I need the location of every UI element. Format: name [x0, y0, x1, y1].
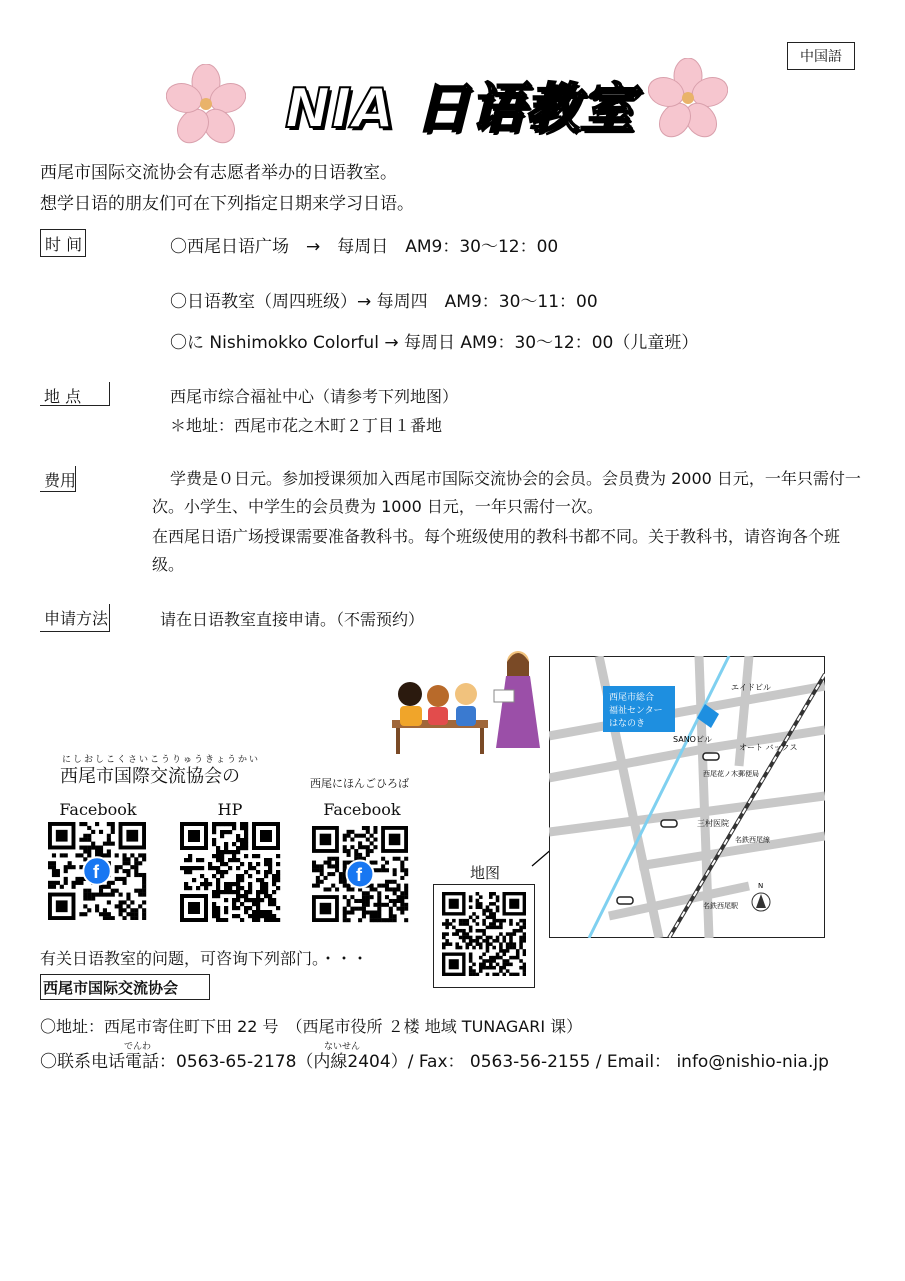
fee-paragraph-2: 在西尾日语广场授课需要准备教科书。每个班级使用的教科书都不同。关于教科书，请咨询各个班级。: [152, 527, 841, 574]
facebook-logo-icon: [347, 861, 374, 888]
fee-paragraph-1: 学费是０日元。参加授课须加入西尾市国际交流协会的会员。会员费为 2000 日元，一年只需付一次。小学生、中学生的会员费为 1000 日元，一年只需付一次。: [152, 469, 861, 516]
place-label: 地 点: [40, 382, 110, 406]
facebook-qr-block: [48, 800, 148, 819]
map-place-label: 名鉄西尾駅: [703, 902, 738, 910]
extension-ruby: ないせん: [324, 1042, 361, 1052]
map-qr-label: 地图: [470, 864, 501, 882]
classroom-illustration: [390, 646, 540, 756]
time-line-2: 〇日语教室（周四班级）→ 每周四 AM9：30～11：00: [170, 292, 598, 312]
hp-qr-code[interactable]: [180, 822, 282, 922]
map-place-label: 三村医院: [697, 819, 729, 828]
plaza-facebook-qr-code[interactable]: [312, 826, 410, 924]
map-place-label: エイドビル: [731, 683, 771, 692]
place-line-1: 西尾市综合福祉中心（请参考下列地图）: [170, 387, 459, 406]
qr-label: Facebook: [323, 800, 401, 819]
svg-text:f: f: [356, 865, 362, 885]
plaza-heading: 西尾にほんごひろば: [310, 777, 409, 790]
association-heading: 西尾市国際交流協会の: [60, 766, 240, 787]
qr-label: HP: [217, 800, 243, 819]
svg-text:f: f: [93, 862, 99, 882]
map-place-label: 西尾花ノ木郵便局: [703, 770, 759, 778]
map-center-label-1: 西尾市総合: [609, 693, 655, 703]
intro-line-2: 想学日语的朋友们可在下列指定日期来学习日语。: [40, 194, 414, 214]
place-line-2: ＊地址：西尾市花之木町２丁目１番地: [170, 416, 443, 435]
plaza-facebook-qr-block: [312, 800, 412, 819]
map-center-label-2: 福祉センター: [609, 706, 663, 716]
page-title: NIA 日语教室: [285, 77, 635, 140]
map-place-label: オート バックス: [739, 743, 798, 752]
sakura-flower-icon: [166, 64, 246, 144]
qr-label: Facebook: [59, 800, 137, 819]
time-label: 时 间: [40, 229, 86, 257]
apply-text: 请在日语教室直接申请。（不需预约）: [160, 610, 425, 629]
facebook-logo-icon: [83, 857, 110, 884]
sakura-flower-icon: [648, 58, 728, 138]
phone-ruby: でんわ: [124, 1042, 152, 1052]
map-place-label: 名鉄西尾線: [735, 836, 770, 844]
hp-qr-block: [180, 800, 280, 819]
svg-text:N: N: [758, 882, 764, 890]
facebook-qr-code[interactable]: [48, 822, 148, 920]
fee-label: 费用: [40, 466, 76, 492]
association-ruby: にしおしこくさいこうりゅうきょうかい: [62, 755, 261, 765]
time-line-3: 〇に Nishimokko Colorful → 每周日 AM9：30～12：00（儿童班）: [170, 333, 699, 353]
organization-name: 西尾市国际交流协会: [40, 974, 210, 1000]
map-qr-code[interactable]: [442, 892, 526, 976]
area-map[interactable]: [549, 656, 825, 938]
time-line-1: 〇西尾日语广场 → 每周日 AM9：30～12：00: [170, 237, 559, 257]
map-center-label-3: はなのき: [609, 719, 646, 729]
intro-line-1: 西尾市国际交流协会有志愿者举办的日语教室。: [40, 163, 397, 183]
phone-line: 〇联系电话電話：0563-65-2178（内線2404）/ Fax： 0563-56-2155 / Email： info@nishio-nia.jp: [40, 1052, 829, 1072]
apply-label: 申请方法: [40, 604, 110, 632]
address-line: 〇地址：西尾市寄住町下田 22 号 （西尾市役所 ２楼 地域 TUNAGARI 课）: [40, 1017, 583, 1036]
language-tag: 中国語: [787, 42, 855, 70]
map-place-label: SANOビル: [673, 735, 712, 744]
inquiry-text: 有关日语教室的问题，可咨询下列部门。・・・: [40, 949, 369, 968]
